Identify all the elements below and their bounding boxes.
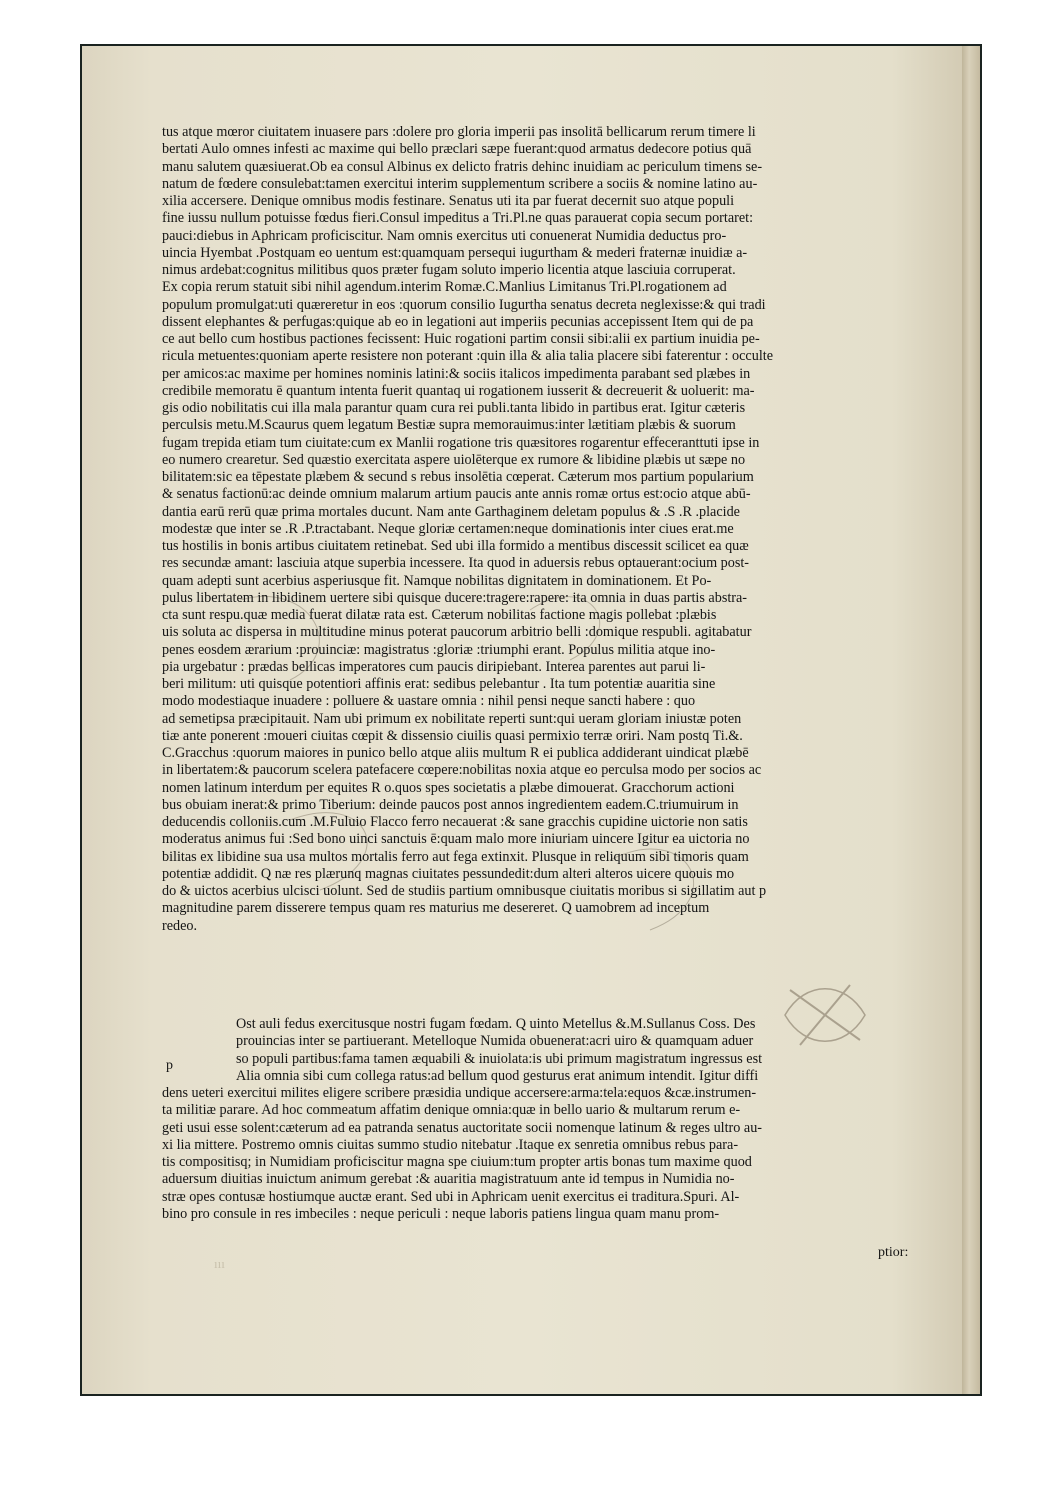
text-line: eo numero crearetur. Sed quæstio exercitata aspere uiolēterque ex rumore & libidine plæbis ut sæpe no [162, 451, 746, 468]
text-line: tiæ ante ponerent :moueri ciuitas cœpit & dissensio ciuilis quasi permixio terræ oriri. Nam postq Ti.&. [162, 727, 743, 744]
text-line: uis soluta ac dispersa in multitudine minus poterat paucorum arbitrio belli :domique respubli. agitabatur [162, 624, 752, 641]
text-line: manu salutem quæsiuerat.Ob ea consul Albinus ex delicto fratris dehinc inuidiam ac periculum timens se- [162, 158, 763, 175]
text-line: perculsis metu.M.Scaurus quem legatum Bestiæ supra memorauimus:inter lætitiam plæbis & suorum [162, 417, 736, 434]
text-line: gis odio nobilitatis cui illa mala parantur quam cura rei publi.tanta libido in partibus erat. Igitur cæteris [162, 400, 746, 416]
page-edge [962, 46, 980, 1394]
text-line: aduersum diuitias inuictum animum gerebat :& auaritia magistratuum ante id tempus in Numidia no- [162, 1171, 735, 1188]
text-line: dissent elephantes & perfugas:quique ab eo in legationi aut imperiis pecunias accepissent Item qui de pa [162, 313, 754, 330]
text-line: per amicos:ac maxime per homines nominis latini:& sociis italicos impedimenta parabant sed plæbes in [162, 365, 751, 382]
text-line: pauci:diebus in Aphricam proficiscitur. Nam omnis exercitus uti conuenerat Numidia deductus pro- [162, 227, 727, 244]
text-line: modestæ que inter se .R .P.tractabant. Neque gloriæ certamen:neque dominationis inter ciues erat.me [162, 520, 734, 537]
text-line: potentiæ addidit. Q næ res plærunq magnas ciuitates pessundedit:dum alteri alteros uicere quouis mo [162, 865, 735, 882]
text-line: ricula metuentes:quoniam aperte resistere non poterant :quin illa & alia talia placere sibi faterentur : occulte [162, 348, 773, 365]
text-line: natum de fœdere consulebat:tamen exercitui interim supplementum scribere a sociis & nomine latino au- [162, 175, 758, 192]
text-line: magnitudine parem disserere tempus quam res maturius me desereret. Q uamobrem ad inceptum [162, 900, 710, 917]
text-line: geti usui esse solent:cæterum ad ea patranda senatus auctoritate socii nomenque latinum & reges ultro au- [162, 1119, 763, 1136]
text-line: bus obuiam inerat:& primo Tiberium: deinde paucos post annos ingredientem eadem.C.triumuirum in [162, 796, 739, 813]
text-line: stræ opes contusæ hostiumque auctæ erant. Sed ubi in Aphricam uenit exercitus ei traditura.Spuri. Al- [162, 1188, 740, 1205]
text-line: uincia Hyembat .Postquam eo uentum est:quamquam persequi iugurtham & mederi fraternæ inuidiæ a- [162, 244, 748, 261]
paragraph-second [162, 1016, 922, 1223]
text-line: xi lia mittere. Postremo omnis ciuitas summo studio nitebatur .Itaque ex senretia omnibus rebus para- [162, 1136, 739, 1153]
text-line: ce aut bello cum hostibus pactiones fecissent: Huic rogationi partim consii sibi:alii ex partium inuidia pe- [162, 331, 760, 347]
text-line: pulus libertatem in libidinem uertere sibi quisque ducere:tragere:rapere: ita omnia in duas partis abstra- [162, 589, 748, 606]
text-line: quam adepti sunt acerbius asperiusque fit. Namque nobilitas dignitatem in dominationem. Et Po- [162, 572, 712, 589]
text-line: so populi partibus:fama tamen æquabili & inuiolata:is ubi primum magistratum ingressus est [236, 1050, 763, 1067]
text-line: Alia omnia sibi cum collega ratus:ad bellum quod gesturus erat animum intendit. Igitur diffi [236, 1067, 759, 1084]
text-line: in libertatem:& paucorum scelera patefacere cœpere:nobilitas noxia atque eo perculsa modo per socios ac [162, 762, 762, 779]
text-line: do & uictos acerbius ulcisci uolunt. Sed de studiis partium omnibusque ciuitatis moribus si sigillatim aut p [162, 883, 767, 899]
text-line: beri militum: uti quisque potentiori affinis erat: sedibus pelebantur . Ita tum potentiæ auaritia sine [162, 676, 716, 692]
text-line: ta militiæ parare. Ad hoc commeatum affatim denique omnia:quæ in bello uario & multarum rerum e- [162, 1102, 741, 1119]
text-line: ad semetipsa præcipitauit. Nam ubi primum ex nobilitate reperti sunt:qui ueram gloriam iniustæ poten [162, 710, 742, 727]
text-line: penes eosdem ærarium :prouinciæ: magistratus :gloriæ :triumphi erant. Populus militia atque ino- [162, 641, 716, 658]
text-line: populum promulgat:uti quæreretur in eos :quorum consilio Iugurtha senatus decreta neglexisse:& qui tradi [162, 296, 766, 313]
text-line: bilitas ex libidine sua usa multos mortalis ferro aut fega extinxit. Plusque in reliquum sibi timoris quam [162, 848, 749, 865]
text-line: tus atque mœror ciuitatem inuasere pars :dolere pro gloria imperii pas insolitā bellicarum rerum timere li [162, 124, 756, 140]
text-line: fugam trepida etiam tum ciuitate:cum ex Manlii rogatione tris quæsitores rogarentur effeceranttuti ipse in [162, 434, 760, 451]
text-line: tus hostilis in bonis artibus ciuitatem retinebat. Sed ubi illa formido a mentibus discessit scilicet ea quæ [162, 538, 749, 554]
catchword: ptior: [878, 1245, 909, 1260]
text-line: nimus ardebat:cognitus militibus quos præter fugam soluto imperio licentia atque lasciuia corruperat. [162, 262, 736, 278]
text-line: bertati Aulo omnes infesti ac maxime qui bello præclari sæpe fuerant:quod armatus dedecore potius quā [162, 141, 752, 158]
text-line: xilia accersere. Denique omnibus modis festinare. Senatus uti ita par fuerat decernit suo atque populi [162, 193, 735, 209]
text-line: & senatus factionū:ac deinde omnium malarum artium paucis ante annis romæ ortus est:ocio atque abū- [162, 486, 751, 503]
margin-letter: p [166, 1058, 173, 1073]
text-line: dantia earū rerū quæ prima mortales ducunt. Nam ante Garthaginem deletam populus & .S .R .placide [162, 503, 740, 520]
text-line: credibile memoratu ē quantum intenta fuerit quantaq ui rogationem iusserit & decreuerit & uoluerit: ma- [162, 382, 755, 399]
text-line: C.Gracchus :quorum maiores in punico bello atque aliis multum R ei publica addiderant uindicat plæbē [162, 745, 749, 761]
text-line: fine iussu nullum potuisse fœdus fieri.Consul impeditus a Tri.Pl.ne quas parauerat copia secum portaret: [162, 210, 754, 227]
text-line: tis compositisq; in Numidiam proficiscitur magna spe ciuium:tum propter artis bonas tum maxime quod [162, 1154, 752, 1170]
text-line: bino pro consule in res imbeciles : neque periculi : neque laboris patiens lingua quam manu prom- [162, 1205, 720, 1222]
text-line: bilitatem:sic ea tēpestate plæbem & secund s rebus insolētia cœperat. Cæterum mos partium popularium [162, 469, 754, 485]
text-line: modo modestiaque inuadere : polluere & uastare omnia : nihil pensi neque sancti habere : quo [162, 693, 696, 710]
text-line: deducendis colloniis.cum .M.Fuluio Flacco ferro necauerat :& sane gracchis cupidine uictorie non satis [162, 814, 748, 830]
text-line: prouincias inter se partiuerant. Metelloque Numida obuenerat:acri uiro & quamquam aduer [236, 1033, 754, 1050]
faint-pencil-mark: ııı [214, 1256, 225, 1271]
text-line: res secundæ amant: lasciuia atque superbia incessere. Ita quod in aduersis rebus optauerant:ocium post- [162, 555, 750, 572]
text-line: cta sunt respu.quæ media fuerat dilatæ rata est. Cæterum nobilitas factione magis pollebat :plæbis [162, 607, 717, 623]
text-line: pia urgebatur : prædas bellicas imperatores cum paucis diripiebant. Interea parentes aut parui li- [162, 658, 706, 675]
text-line: dens ueteri exercitui milites eligere scribere præsidia undique accersere:arma:tela:equos &cæ.instrumen- [162, 1085, 757, 1101]
text-line: nomen latinum interdum per equites R o.quos spes societatis a plæbe dimouerat. Gracchorum actioni [162, 779, 735, 796]
text-line: moderatus animus fui :Sed bono uinci sanctuis ē:quam malo more iniuriam uincere Igitur ea uictoria no [162, 831, 750, 848]
text-line: Ex copia rerum statuit sibi nihil agendum.interim Romæ.C.Manlius Limitanus Tri.Pl.rogationem ad [162, 279, 727, 296]
paragraph-main [162, 124, 922, 935]
text-line: redeo. [162, 917, 198, 934]
text-line: Ost auli fedus exercitusque nostri fugam fœdam. Q uinto Metellus &.M.Sullanus Coss. Des [236, 1016, 756, 1032]
